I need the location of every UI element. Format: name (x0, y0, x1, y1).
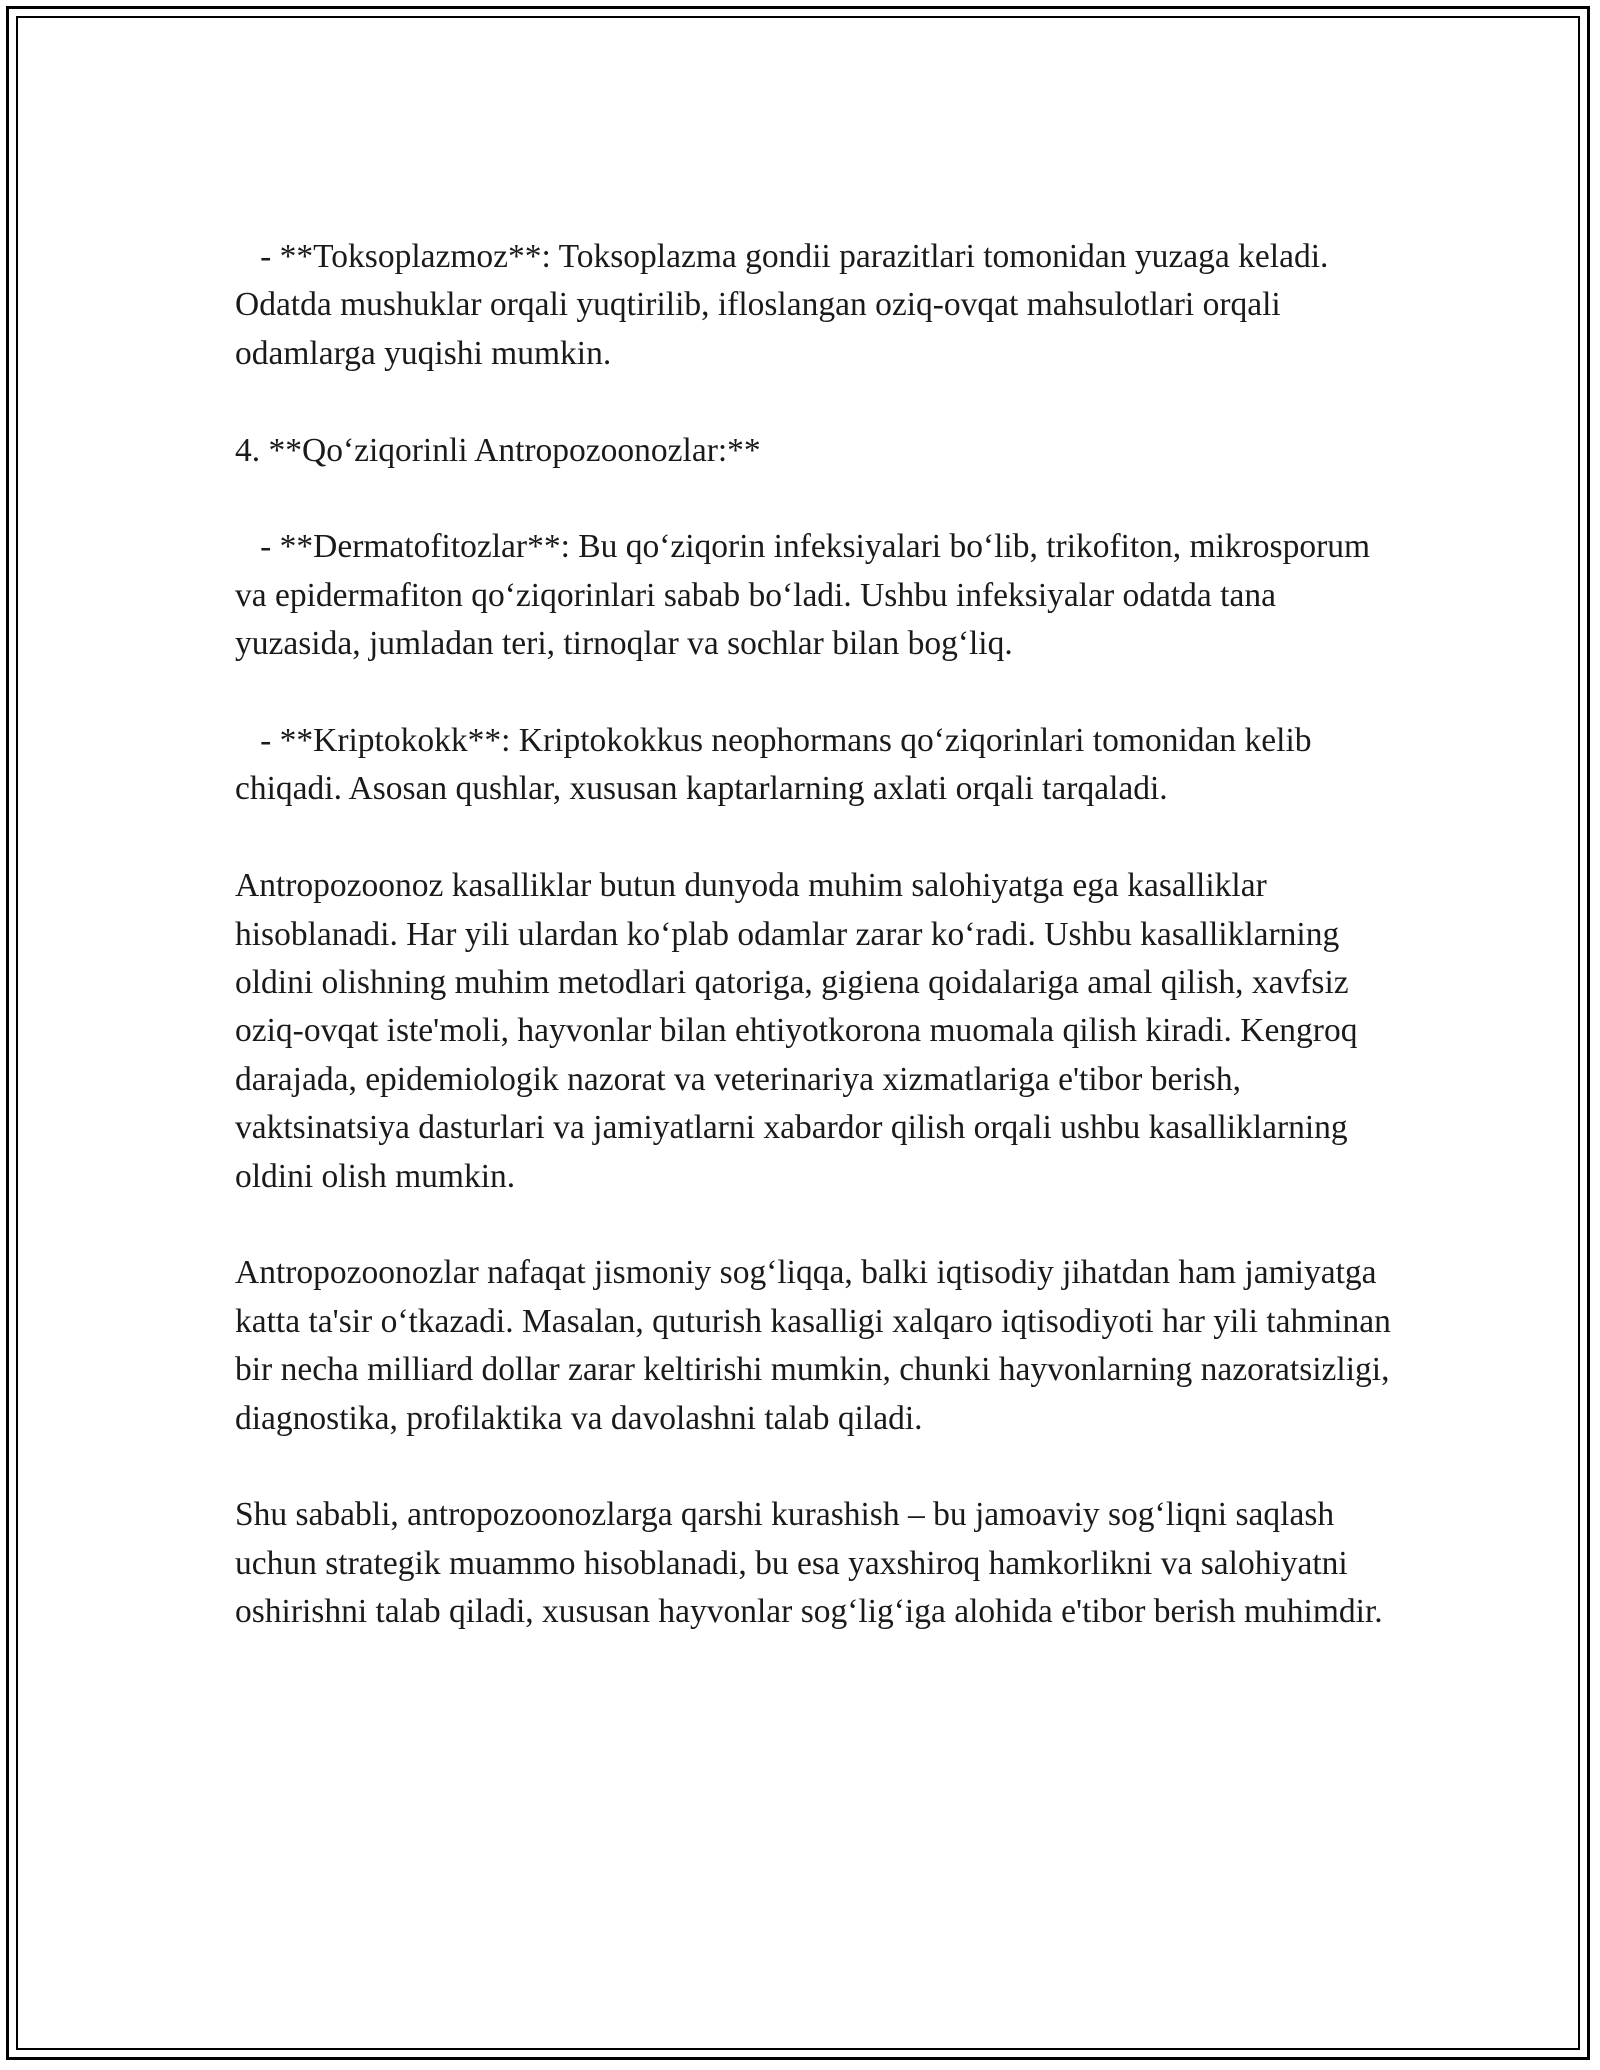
paragraph-cryptococcus: - **Kriptokokk**: Kriptokokkus neophormans qo‘ziqorinlari tomonidan kelib chiqadi. Asosan qushlar, xususan kaptarlarning axlati orqali tarqaladi. (235, 722, 1320, 808)
paragraph-conclusion: Shu sababli, antropozoonozlarga qarshi kurashish – bu jamoaviy sog‘liqni saqlash uchun strategik muammo hisoblanadi, bu esa yaxshiroq hamkorlikni va salohiyatni oshirishni talab qiladi, xususan hayvonlar sog‘lig‘iga alohida e'tibor berish muhimdir. (235, 1496, 1383, 1631)
paragraph-toxoplasmosis: - **Toksoplazmoz**: Toksoplazma gondii parazitlari tomonidan yuzaga keladi. Odatda mushuklar orqali yuqtirilib, ifloslangan oziq-ovqat mahsulotlari orqali odamlarga yuqishi mumkin. (235, 238, 1337, 372)
section-heading-fungal: 4. **Qo‘ziqorinli Antropozoonozlar:** (235, 431, 761, 469)
paragraph-dermatophytosis: - **Dermatofitozlar**: Bu qo‘ziqorin infeksiyalari bo‘lib, trikofiton, mikrosporum va epidermafiton qo‘ziqorinlari sabab bo‘ladi. Ushbu infeksiyalar odatda tana yuzasida, jumladan teri, tirnoqlar va sochlar bilan bog‘liq. (235, 528, 1379, 663)
paragraph-overview: Antropozoonoz kasalliklar butun dunyoda muhim salohiyatga ega kasalliklar hisoblanadi. Har yili ulardan ko‘plab odamlar zarar ko‘radi. Ushbu kasalliklarning oldini olishning muhim metodlari qatoriga, gigiena qoidalariga amal qilish, xavfsiz oziq-ovqat iste'moli, hayvonlar bilan ehtiyotkorona muomala qilish kiradi. Kengroq darajada, epidemiologik nazorat va veterinariya xizmatlariga e'tibor berish, vaktsinatsiya dasturlari va jamiyatlarni xabardor qilish orqali ushbu kasalliklarning oldini olish mumkin. (235, 867, 1366, 1195)
document-body (235, 233, 1400, 1637)
paragraph-economic-impact: Antropozoonozlar nafaqat jismoniy sog‘liqqa, balki iqtisodiy jihatdan ham jamiyatga katta ta'sir o‘tkazadi. Masalan, quturish kasalligi xalqaro iqtisodiyoti har yili tahminan bir necha milliard dollar zarar keltirishi mumkin, chunki hayvonlarning nazoratsizligi, diagnostika, profilaktika va davolashni talab qiladi. (235, 1254, 1400, 1437)
